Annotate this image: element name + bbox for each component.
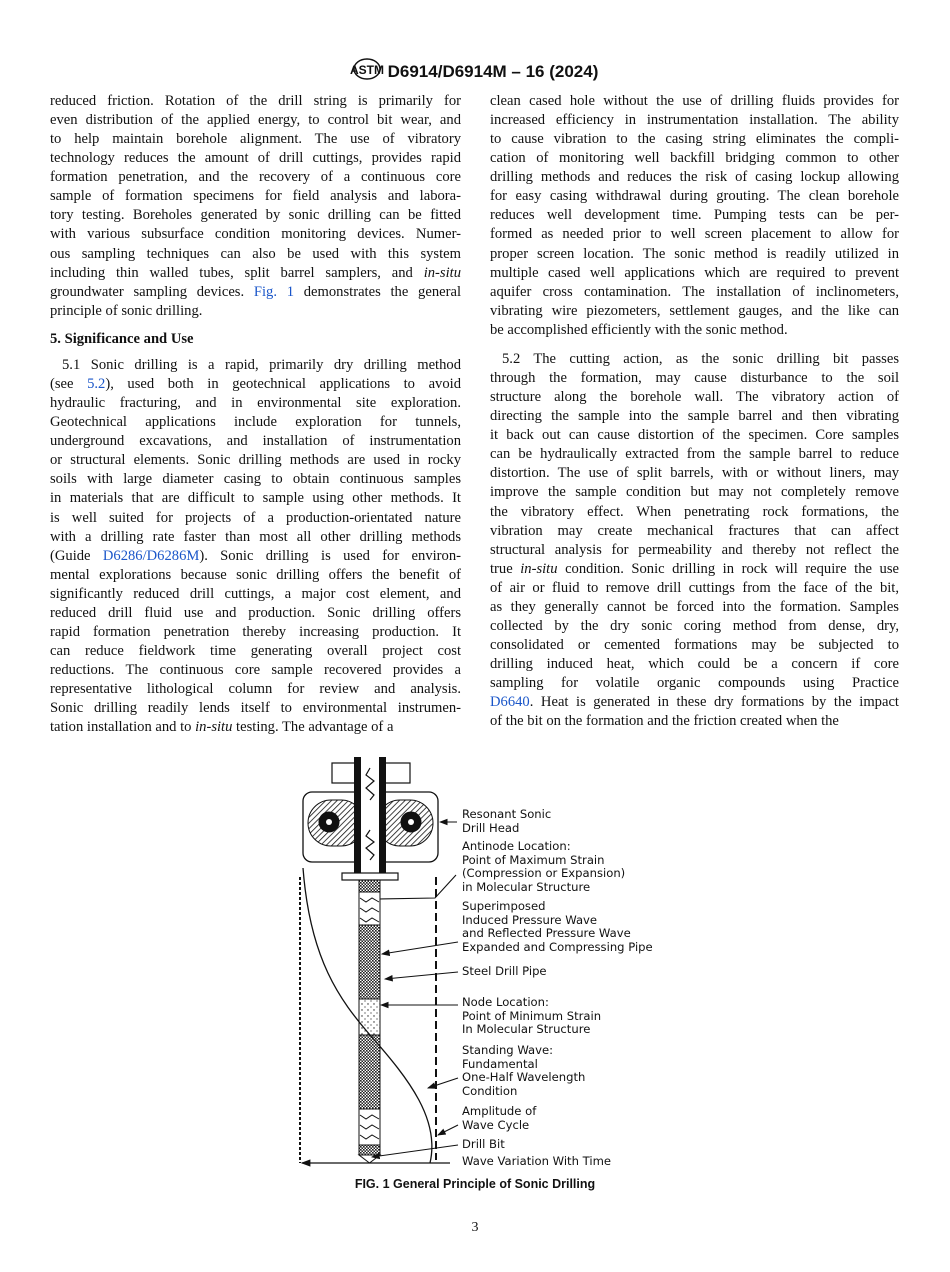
figure-label-line: and Reflected Pressure Wave xyxy=(462,926,631,940)
figure-label-line: Wave Variation With Time xyxy=(462,1154,612,1168)
drill-head xyxy=(303,757,438,880)
figure-label xyxy=(462,900,653,954)
text-segment: in-situ xyxy=(520,560,558,577)
text-segment: can reduce fieldwork time generating overall project cost xyxy=(50,642,461,659)
text-segment: the vibratory effect. When penetrating rock formations, the xyxy=(490,503,899,520)
text-segment: significantly reduced drill cuttings, a major cost element, and xyxy=(50,585,461,602)
text-segment: in materials that are difficult to sample using other methods. It xyxy=(50,490,461,507)
figure-label-line: Node Location: xyxy=(462,995,549,1009)
text-segment: with various subsurface condition monitoring devices. Numer- xyxy=(50,226,461,243)
figure-label-line: Superimposed xyxy=(462,899,546,913)
figure-label-line: One-Half Wavelength xyxy=(462,1070,586,1084)
figure-label-line: Point of Maximum Strain xyxy=(462,852,605,867)
text-segment: groundwater sampling devices. xyxy=(50,283,254,300)
document-designation: D6914/D6914M – 16 (2024) xyxy=(387,62,599,81)
text-segment: . Heat is generated in these dry formations by the impact xyxy=(529,694,899,711)
text-segment: aquifer cross contamination. The installation of inclinometers, xyxy=(490,283,899,300)
text-segment: in-situ xyxy=(195,719,233,736)
text-segment: formation penetration, and the recovery of a continuous core xyxy=(50,169,461,186)
text-segment: structural analysis for permeability and thereby not reflect the xyxy=(490,541,899,558)
figure-label-line: Drill Head xyxy=(462,820,520,835)
text-segment: of the bit on the formation and the friction created when the xyxy=(490,713,839,730)
figure-label-line: Expanded and Compressing Pipe xyxy=(462,939,653,954)
text-segment: for easy casing withdrawal during grouting. The clean borehole xyxy=(490,188,899,205)
reference-link[interactable]: Fig. 1 xyxy=(253,283,295,300)
figure-label-line: Wave Cycle xyxy=(462,1117,530,1132)
text-segment: directing the sample into the sample barrel and then vibrating xyxy=(490,408,899,425)
text-segment: sample of formation specimens for field analysis and labora- xyxy=(50,188,461,205)
text-segment: of air or fluid to remove drill cuttings from the face of the bit, xyxy=(490,579,899,596)
drill-pipe xyxy=(359,880,380,1163)
figure-label xyxy=(462,1044,585,1098)
figure-label xyxy=(462,996,601,1037)
figure-label xyxy=(462,965,547,979)
text-segment: is well suited for projects of a production-orientated nature xyxy=(50,509,461,526)
text-segment: with a drilling rate faster than most all other drilling methods xyxy=(50,528,461,545)
svg-text:ASTM: ASTM xyxy=(349,63,384,77)
text-segment: in-situ xyxy=(423,264,461,281)
text-segment: soils with large diameter casing to obtain continuous samples xyxy=(50,471,461,488)
text-segment: Sonic drilling readily lends itself to environmental instrumen- xyxy=(50,700,461,717)
figure-label xyxy=(462,808,551,835)
text-segment: ), used both in geotechnical applications to avoid xyxy=(105,376,461,393)
figure-label xyxy=(462,1155,611,1169)
text-segment: reduced drill fluid use and production. Sonic drilling offers xyxy=(50,604,461,621)
text-segment: (see xyxy=(50,376,88,393)
text-segment: consolidated or cemented formations may be subjected to xyxy=(490,636,899,653)
text-segment: 5.2 The cutting action, as the sonic drilling bit passes xyxy=(502,351,899,367)
text-segment: be accomplished efficiently with the sonic method. xyxy=(490,321,788,338)
figure-label-line: Point of Minimum Strain xyxy=(462,1008,602,1023)
text-segment: structure along the borehole wall. The vibratory action of xyxy=(490,389,899,406)
figure-label xyxy=(462,1105,536,1132)
text-segment: rapid formation penetration thereby increasing production. It xyxy=(50,623,461,640)
figure-label-line: Steel Drill Pipe xyxy=(462,964,547,978)
text-segment: improve the sample condition but may not completely remove xyxy=(490,484,899,501)
reference-link[interactable]: D6640 xyxy=(490,694,530,711)
text-segment: tory testing. Boreholes generated by sonic drilling can be fitted xyxy=(50,207,461,224)
figure-label-line: Drill Bit xyxy=(462,1137,505,1151)
text-segment: multiple cased well applications which are required to prevent xyxy=(490,264,899,281)
text-segment: testing. The advantage of a xyxy=(232,719,394,736)
text-segment: or structural elements. Sonic drilling methods are used in rocky xyxy=(50,452,461,469)
text-segment: true xyxy=(490,560,521,577)
figure-label-line: Standing Wave: xyxy=(462,1043,554,1057)
text-segment: to help maintain borehole alignment. The use of vibratory xyxy=(50,131,461,148)
reference-link[interactable]: D6286/D6286M xyxy=(102,547,200,564)
figure-label-line: Resonant Sonic xyxy=(462,807,552,821)
text-segment: distortion. The use of split barrels, with or without liners, may xyxy=(490,465,899,482)
figure-label-line: In Molecular Structure xyxy=(462,1022,591,1036)
text-segment: sampling for volatile organic compounds using Practice xyxy=(490,675,899,692)
text-segment: hydraulic fracturing, and in environmental site exploration. xyxy=(50,395,461,412)
text-segment: formed as needed prior to well screen placement to allow for xyxy=(490,226,899,243)
figure-label-line: Condition xyxy=(462,1083,518,1098)
figure-caption: FIG. 1 General Principle of Sonic Drilling xyxy=(354,1177,596,1191)
reference-link[interactable]: 5.2 xyxy=(87,376,106,393)
text-segment: proper screen location. The sonic method is readily utilized in xyxy=(490,245,899,262)
text-segment: ous sampling techniques can also be used with this system xyxy=(50,245,461,262)
text-segment: can be hydraulically extracted from the sample barrel to reduce xyxy=(490,446,899,463)
text-segment: to cause vibration to the casing string eliminates the compli- xyxy=(490,131,899,148)
text-segment: even distribution of the applied energy, to control bit wear, and xyxy=(50,112,461,129)
figure-label-line: Amplitude of xyxy=(462,1104,537,1118)
text-segment: mental explorations because sonic drilling offers the benefit of xyxy=(50,566,461,583)
text-segment: Geotechnical applications include exploration for tunnels, xyxy=(50,414,461,431)
text-segment: technology reduces the amount of drill cuttings, provides rapid xyxy=(50,150,461,167)
figure-label xyxy=(462,1138,505,1152)
figure-label-line: Induced Pressure Wave xyxy=(462,912,598,927)
text-segment: through the formation, may cause disturbance to the soil xyxy=(490,370,899,387)
text-segment: underground excavations, and installation of instrumentation xyxy=(50,433,461,450)
text-segment: demonstrates the general xyxy=(294,283,462,300)
text-segment: it back out can cause distortion of the specimen. Core samples xyxy=(490,427,899,444)
section-heading: 5. Significance and Use xyxy=(50,331,194,347)
text-segment: vibration may create mechanical fractures that can affect xyxy=(490,522,899,539)
text-segment: tation installation and to xyxy=(50,719,196,736)
text-segment: vibrating wire piezometers, settlement gauges, and the like can xyxy=(490,302,899,319)
text-segment: increased efficiency in instrumentation installation. The ability xyxy=(490,112,899,129)
text-segment: reduced friction. Rotation of the drill string is primarily for xyxy=(50,93,461,109)
figure-label-line: in Molecular Structure xyxy=(462,879,591,894)
text-segment: 5.1 Sonic drilling is a rapid, primarily dry drilling method xyxy=(62,357,461,373)
text-segment: as they generally cannot be forced into the formation. Samples xyxy=(490,598,899,615)
figure-label-line: Antinode Location: xyxy=(462,839,571,853)
page-number: 3 xyxy=(471,1220,479,1235)
text-segment: drilling methods and reduces the risk of casing lockup allowing xyxy=(490,169,899,186)
text-segment: collected by the dry sonic coring method from dense, dry, xyxy=(490,617,899,634)
text-segment: clean cased hole without the use of drilling fluids provides for xyxy=(490,93,899,109)
text-segment: reductions. The continuous core sample recovered provides a xyxy=(50,662,461,678)
figure-label-line: Fundamental xyxy=(462,1056,538,1071)
text-segment: representative lithological column for review and analysis. xyxy=(50,681,461,698)
text-segment: (Guide xyxy=(50,547,103,564)
text-segment: principle of sonic drilling. xyxy=(50,302,203,319)
figure-label-line: (Compression or Expansion) xyxy=(462,866,626,880)
text-segment: ). Sonic drilling is used for environ- xyxy=(199,547,461,564)
text-segment: drilling induced heat, which could be a concern if core xyxy=(490,656,899,672)
figure-label xyxy=(462,840,625,894)
text-segment: cation of monitoring well backfill bridging common to other xyxy=(490,150,899,167)
text-segment: including thin walled tubes, split barrel samplers, and xyxy=(50,264,424,281)
text-segment: condition. Sonic drilling in rock will require the use xyxy=(557,560,899,577)
text-segment: reduces well development time. Pumping tests can be per- xyxy=(490,207,899,224)
